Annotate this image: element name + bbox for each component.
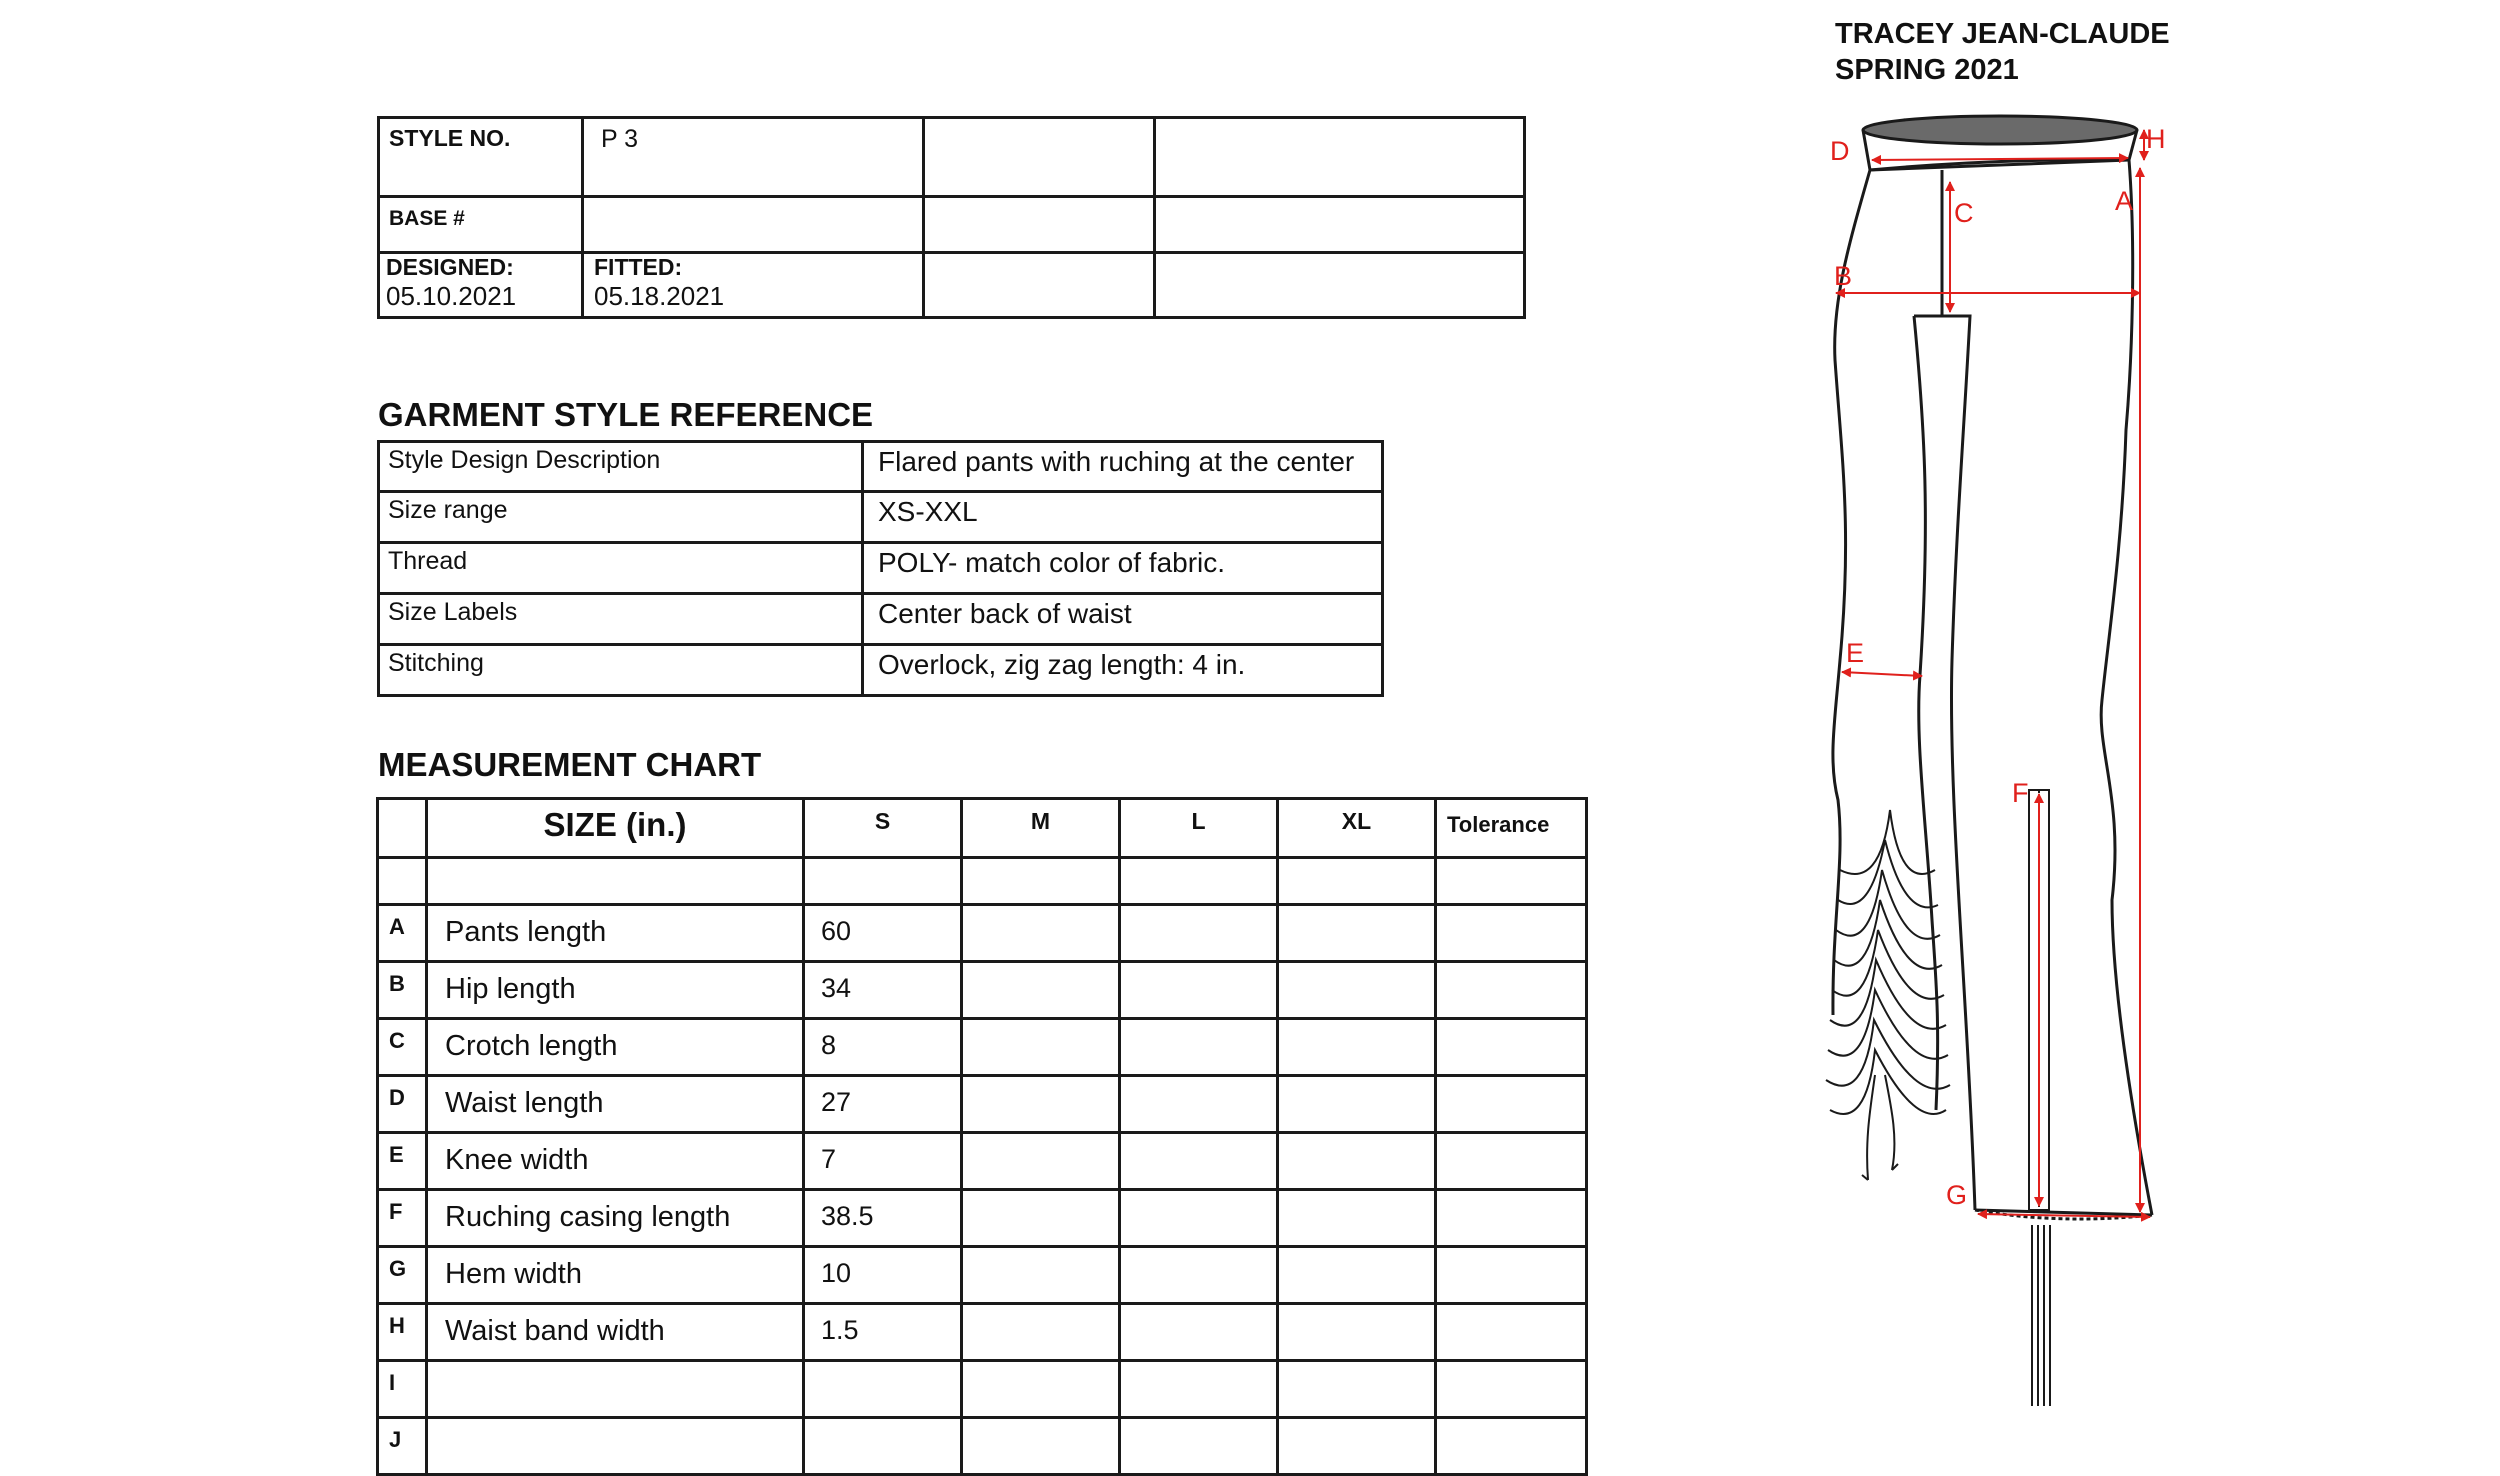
measurement-xl-value: [1278, 1133, 1436, 1190]
measurement-xl-value: [1278, 962, 1436, 1019]
measurement-xl-value: [1278, 1190, 1436, 1247]
style-no-value-cell: [583, 118, 924, 197]
style-no-label-cell: [379, 118, 583, 197]
measurement-tolerance: [1436, 1247, 1587, 1304]
header-l: L: [1120, 799, 1278, 858]
empty-cell: [1120, 858, 1278, 905]
measurement-letter: G: [378, 1247, 427, 1304]
fitted-label: FITTED:: [594, 254, 683, 280]
empty-cell: [924, 118, 1155, 197]
measurement-l-value: [1120, 1190, 1278, 1247]
header-xl: XL: [1278, 799, 1436, 858]
label-c: C: [1954, 198, 1974, 228]
measurement-s-value: 10: [804, 1247, 962, 1304]
empty-cell: [427, 858, 804, 905]
measurement-letter: D: [378, 1076, 427, 1133]
brand-header: [1835, 16, 2170, 88]
empty-cell: [1278, 858, 1436, 905]
ruching-detail: [1826, 810, 1950, 1180]
measurement-xl-value: [1278, 1361, 1436, 1418]
measurement-l-value: [1120, 1361, 1278, 1418]
measurement-row: [378, 1133, 1587, 1190]
empty-cell: [924, 253, 1155, 318]
measurement-tolerance: [1436, 962, 1587, 1019]
style-no-label: STYLE NO.: [389, 125, 511, 151]
measurement-s-value: [804, 1418, 962, 1475]
waistband-opening: [1863, 116, 2137, 144]
measurement-row: [378, 905, 1587, 962]
measurement-name: Crotch length: [427, 1019, 804, 1076]
empty-cell: [583, 197, 924, 253]
fitted-date: 05.18.2021: [594, 281, 725, 311]
measurement-m-value: [962, 1076, 1120, 1133]
measurement-chart-heading: MEASUREMENT CHART: [378, 746, 762, 783]
measurement-xl-value: [1278, 1418, 1436, 1475]
measurement-xl-value: [1278, 1019, 1436, 1076]
measurement-letter: B: [378, 962, 427, 1019]
measurement-row: [378, 1247, 1587, 1304]
reference-label: Stitching: [379, 645, 863, 696]
label-b: B: [1834, 261, 1853, 291]
reference-label: Style Design Description: [379, 442, 863, 492]
header-size: SIZE (in.): [427, 799, 804, 858]
reference-label: Size range: [379, 492, 863, 543]
designed-label: DESIGNED:: [386, 254, 514, 280]
measurement-row: [378, 1361, 1587, 1418]
chart-header-row: [378, 799, 1587, 858]
reference-row: [379, 594, 1383, 645]
measurement-m-value: [962, 1247, 1120, 1304]
measurement-row: [378, 1418, 1587, 1475]
measurement-name: Hip length: [427, 962, 804, 1019]
header-tolerance: Tolerance: [1436, 799, 1587, 858]
empty-cell: [1155, 118, 1525, 197]
measurement-name: [427, 1361, 804, 1418]
base-row: [379, 197, 1525, 253]
measurement-l-value: [1120, 1304, 1278, 1361]
reference-value: Overlock, zig zag length: 4 in.: [863, 645, 1383, 696]
empty-cell: [962, 858, 1120, 905]
reference-row: [379, 645, 1383, 696]
base-label-cell: [379, 197, 583, 253]
empty-cell: [1155, 253, 1525, 318]
pants-outline: [1833, 116, 2152, 1219]
measurement-s-value: 1.5: [804, 1304, 962, 1361]
measurement-xl-value: [1278, 1304, 1436, 1361]
measurement-m-value: [962, 905, 1120, 962]
measurement-xl-value: [1278, 1076, 1436, 1133]
measurement-l-value: [1120, 905, 1278, 962]
measurement-row: [378, 1304, 1587, 1361]
measurement-letter: I: [378, 1361, 427, 1418]
measurement-letter: C: [378, 1019, 427, 1076]
label-f: F: [2012, 778, 2029, 808]
measurement-l-value: [1120, 1019, 1278, 1076]
measurement-name: Knee width: [427, 1133, 804, 1190]
chart-spacer-row: [378, 858, 1587, 905]
measurement-l-value: [1120, 1076, 1278, 1133]
measurement-letter: A: [378, 905, 427, 962]
measurement-name: Hem width: [427, 1247, 804, 1304]
measurement-tolerance: [1436, 1304, 1587, 1361]
measurement-row: [378, 1019, 1587, 1076]
measurement-s-value: 60: [804, 905, 962, 962]
reference-row: [379, 442, 1383, 492]
designed-date: 05.10.2021: [386, 281, 517, 311]
measurement-xl-value: [1278, 905, 1436, 962]
measurement-name: Waist length: [427, 1076, 804, 1133]
brand-name: TRACEY JEAN-CLAUDE: [1835, 18, 2170, 50]
measurement-l-value: [1120, 1133, 1278, 1190]
style-row: [379, 118, 1525, 197]
garment-reference-heading: GARMENT STYLE REFERENCE: [378, 396, 874, 433]
measurement-m-value: [962, 1361, 1120, 1418]
measurement-name: Pants length: [427, 905, 804, 962]
reference-row: [379, 492, 1383, 543]
base-label: BASE #: [389, 207, 465, 230]
reference-row: [379, 543, 1383, 594]
measurement-l-value: [1120, 1418, 1278, 1475]
measurement-s-value: 7: [804, 1133, 962, 1190]
measurement-name: Ruching casing length: [427, 1190, 804, 1247]
label-g: G: [1946, 1180, 1968, 1210]
measurement-s-value: 34: [804, 962, 962, 1019]
style-no-value: P 3: [601, 125, 639, 153]
measurement-m-value: [962, 962, 1120, 1019]
empty-cell: [1436, 858, 1587, 905]
measurement-s-value: 27: [804, 1076, 962, 1133]
label-a: A: [2115, 186, 2134, 216]
measurement-s-value: 38.5: [804, 1190, 962, 1247]
measurement-row: [378, 962, 1587, 1019]
empty-cell: [378, 858, 427, 905]
measurement-tolerance: [1436, 1019, 1587, 1076]
measurement-name: Waist band width: [427, 1304, 804, 1361]
measurement-tolerance: [1436, 1190, 1587, 1247]
measurement-s-value: [804, 1361, 962, 1418]
measurement-row: [378, 1190, 1587, 1247]
measurement-m-value: [962, 1133, 1120, 1190]
designed-cell: [379, 253, 583, 318]
measurement-tolerance: [1436, 1361, 1587, 1418]
measurement-chart-table: [376, 797, 1588, 1476]
measurement-letter: E: [378, 1133, 427, 1190]
reference-value: Flared pants with ruching at the center: [863, 442, 1383, 492]
measurement-letter: J: [378, 1418, 427, 1475]
season: SPRING 2021: [1835, 54, 2019, 86]
style-info-table: [377, 116, 1526, 319]
empty-cell: [1155, 197, 1525, 253]
measurement-name: [427, 1418, 804, 1475]
dates-row: [379, 253, 1525, 318]
label-e: E: [1846, 638, 1865, 668]
measurement-m-value: [962, 1304, 1120, 1361]
reference-label: Size Labels: [379, 594, 863, 645]
measurement-letter: F: [378, 1190, 427, 1247]
measurement-l-value: [1120, 962, 1278, 1019]
measurement-tolerance: [1436, 905, 1587, 962]
reference-value: XS-XXL: [863, 492, 1383, 543]
label-d: D: [1830, 136, 1850, 166]
pants-flat-drawing: [1720, 100, 2500, 1406]
measurement-tolerance: [1436, 1076, 1587, 1133]
reference-label: Thread: [379, 543, 863, 594]
measurement-l-value: [1120, 1247, 1278, 1304]
measurement-m-value: [962, 1019, 1120, 1076]
measurement-xl-value: [1278, 1247, 1436, 1304]
reference-value: POLY- match color of fabric.: [863, 543, 1383, 594]
measurement-s-value: 8: [804, 1019, 962, 1076]
garment-reference-table: [377, 440, 1384, 697]
measurement-tolerance: [1436, 1418, 1587, 1475]
reference-value: Center back of waist: [863, 594, 1383, 645]
measurement-tolerance: [1436, 1133, 1587, 1190]
measurement-m-value: [962, 1418, 1120, 1475]
measurement-row: [378, 1076, 1587, 1133]
header-letter-cell: [378, 799, 427, 858]
empty-cell: [804, 858, 962, 905]
header-s: S: [804, 799, 962, 858]
header-m: M: [962, 799, 1120, 858]
empty-cell: [924, 197, 1155, 253]
measurement-m-value: [962, 1190, 1120, 1247]
fitted-cell: [583, 253, 924, 318]
measurement-letter: H: [378, 1304, 427, 1361]
label-h: H: [2146, 124, 2166, 154]
measurement-lines: [1836, 130, 2150, 1217]
